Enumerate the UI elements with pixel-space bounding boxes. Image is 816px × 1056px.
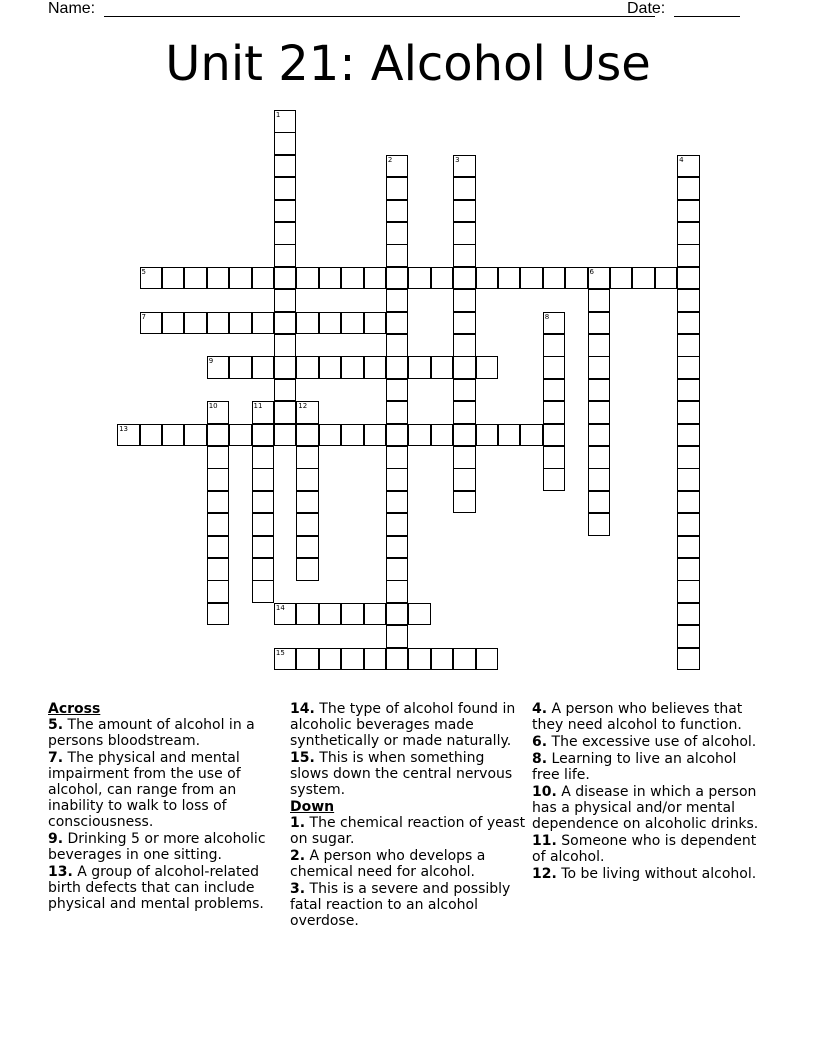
crossword-cell[interactable] [431, 356, 454, 379]
clues-column-3 [532, 701, 768, 883]
clue-text: Learning to live an alcohol free life. [532, 751, 737, 783]
crossword-cell[interactable] [207, 356, 230, 379]
crossword-cell[interactable] [229, 312, 252, 335]
crossword-cell[interactable] [296, 267, 319, 290]
cell-number: 7 [141, 312, 146, 321]
crossword-cell[interactable] [677, 424, 700, 447]
crossword-cell[interactable] [252, 468, 275, 491]
crossword-cell[interactable] [453, 177, 476, 200]
crossword-cell[interactable] [341, 648, 364, 671]
clue-across-14 [290, 701, 526, 749]
cell-number: 4 [679, 155, 684, 164]
crossword-cell[interactable] [252, 267, 275, 290]
clue-text: A person who develops a chemical need for alcohol. [290, 848, 486, 880]
crossword-cell[interactable] [677, 334, 700, 357]
crossword-cell[interactable] [364, 603, 387, 626]
cell-number: 6 [589, 267, 594, 276]
crossword-cell[interactable] [364, 424, 387, 447]
crossword-cell[interactable] [296, 648, 319, 671]
cell-number: 5 [141, 267, 146, 276]
crossword-cell[interactable] [319, 424, 342, 447]
cell-number: 3 [455, 155, 460, 164]
clue-across-15 [290, 750, 526, 798]
crossword-cell[interactable] [140, 424, 163, 447]
crossword-cell[interactable] [431, 648, 454, 671]
crossword-cell[interactable] [386, 491, 409, 514]
crossword-cell[interactable] [565, 267, 588, 290]
crossword-cell[interactable] [655, 267, 678, 290]
crossword-cell[interactable] [476, 267, 499, 290]
crossword-cell[interactable] [520, 424, 543, 447]
crossword-cell[interactable] [117, 424, 140, 447]
crossword-cell[interactable] [431, 267, 454, 290]
crossword-cell[interactable] [408, 267, 431, 290]
crossword-cell[interactable] [207, 267, 230, 290]
clue-down-11 [532, 833, 768, 865]
crossword-cell[interactable] [207, 491, 230, 514]
crossword-cell[interactable] [207, 513, 230, 536]
crossword-cell[interactable] [408, 648, 431, 671]
crossword-cell[interactable] [274, 401, 297, 424]
crossword-cell[interactable] [677, 155, 700, 178]
crossword-cell[interactable] [207, 468, 230, 491]
crossword-cell[interactable] [386, 401, 409, 424]
crossword-cell[interactable] [453, 312, 476, 335]
crossword-cell[interactable] [588, 312, 611, 335]
clue-number: 11. [532, 833, 557, 849]
crossword-cell[interactable] [543, 446, 566, 469]
crossword-cell[interactable] [296, 536, 319, 559]
crossword-cell[interactable] [431, 424, 454, 447]
clue-number: 12. [532, 866, 557, 882]
crossword-cell[interactable] [408, 424, 431, 447]
cell-number: 14 [275, 603, 285, 612]
crossword-cell[interactable] [677, 244, 700, 267]
crossword-cell[interactable] [632, 267, 655, 290]
clue-number: 7. [48, 750, 64, 766]
crossword-cell[interactable] [274, 424, 297, 447]
crossword-cell[interactable] [252, 513, 275, 536]
crossword-cell[interactable] [229, 424, 252, 447]
crossword-cell[interactable] [274, 244, 297, 267]
clue-number: 14. [290, 701, 315, 717]
crossword-cell[interactable] [274, 267, 297, 290]
crossword-cell[interactable] [386, 446, 409, 469]
crossword-cell[interactable] [274, 222, 297, 245]
crossword-cell[interactable] [296, 446, 319, 469]
crossword-cell[interactable] [677, 267, 700, 290]
crossword-cell[interactable] [364, 648, 387, 671]
crossword-cell[interactable] [677, 648, 700, 671]
crossword-cell[interactable] [677, 222, 700, 245]
clue-number: 1. [290, 815, 306, 831]
crossword-cell[interactable] [229, 356, 252, 379]
crossword-cell[interactable] [543, 312, 566, 335]
crossword-cell[interactable] [386, 580, 409, 603]
crossword-cell[interactable] [476, 424, 499, 447]
crossword-cell[interactable] [274, 603, 297, 626]
crossword-cell[interactable] [386, 536, 409, 559]
crossword-cell[interactable] [252, 401, 275, 424]
crossword-cell[interactable] [453, 491, 476, 514]
crossword-cell[interactable] [386, 200, 409, 223]
clue-down-12 [532, 866, 768, 882]
crossword-cell[interactable] [252, 424, 275, 447]
crossword-cell[interactable] [543, 334, 566, 357]
crossword-cell[interactable] [319, 312, 342, 335]
crossword-cell[interactable] [520, 267, 543, 290]
crossword-cell[interactable] [252, 491, 275, 514]
crossword-cell[interactable] [341, 267, 364, 290]
clue-down-3 [290, 881, 526, 929]
crossword-cell[interactable] [677, 625, 700, 648]
crossword-cell[interactable] [453, 468, 476, 491]
crossword-cell[interactable] [476, 356, 499, 379]
cell-number: 9 [208, 357, 214, 366]
crossword-cell[interactable] [588, 334, 611, 357]
crossword-cell[interactable] [386, 289, 409, 312]
crossword-cell[interactable] [319, 603, 342, 626]
crossword-cell[interactable] [386, 356, 409, 379]
clue-number: 6. [532, 734, 548, 750]
crossword-cell[interactable] [386, 267, 409, 290]
crossword-cell[interactable] [453, 244, 476, 267]
crossword-cell[interactable] [274, 200, 297, 223]
clue-text: A group of alcohol-related birth defects that can include physical and mental problems. [48, 864, 264, 912]
cell-number: 13 [119, 424, 129, 433]
crossword-cell[interactable] [677, 491, 700, 514]
crossword-cell[interactable] [543, 379, 566, 402]
crossword-cell[interactable] [677, 536, 700, 559]
crossword-cell[interactable] [140, 312, 163, 335]
crossword-cell[interactable] [677, 603, 700, 626]
crossword-cell[interactable] [364, 356, 387, 379]
crossword-cell[interactable] [319, 356, 342, 379]
crossword-cell[interactable] [184, 312, 207, 335]
crossword-cell[interactable] [341, 424, 364, 447]
crossword-cell[interactable] [386, 603, 409, 626]
crossword-cell[interactable] [588, 446, 611, 469]
clue-number: 3. [290, 881, 306, 897]
crossword-cell[interactable] [453, 289, 476, 312]
clue-text: The physical and mental impairment from the use of alcohol, can range from an inability to walk to loss of consciousness. [48, 750, 241, 830]
crossword-cell[interactable] [296, 513, 319, 536]
crossword-cell[interactable] [588, 424, 611, 447]
clue-across-13 [48, 864, 284, 912]
crossword-cell[interactable] [386, 558, 409, 581]
crossword-cell[interactable] [588, 401, 611, 424]
crossword-cell[interactable] [453, 424, 476, 447]
date-label: Date: [627, 0, 666, 17]
crossword-cell[interactable] [252, 558, 275, 581]
clue-number: 9. [48, 831, 64, 847]
clues-column-1 [48, 701, 284, 913]
crossword-cell[interactable] [252, 312, 275, 335]
crossword-cell[interactable] [386, 177, 409, 200]
clue-down-6 [532, 734, 768, 750]
name-label: Name: [48, 0, 96, 17]
crossword-cell[interactable] [341, 312, 364, 335]
crossword-cell[interactable] [252, 356, 275, 379]
clue-text: The type of alcohol found in alcoholic beverages made synthetically or made naturally. [290, 701, 516, 749]
crossword-cell[interactable] [162, 267, 185, 290]
crossword-cell[interactable] [184, 267, 207, 290]
clue-text: Drinking 5 or more alcoholic beverages in one sitting. [48, 831, 266, 863]
crossword-cell[interactable] [386, 334, 409, 357]
crossword-cell[interactable] [677, 200, 700, 223]
crossword-cell[interactable] [207, 603, 230, 626]
crossword-cell[interactable] [229, 267, 252, 290]
crossword-cell[interactable] [252, 536, 275, 559]
crossword-cell[interactable] [296, 491, 319, 514]
clue-text: This is a severe and possibly fatal reaction to an alcohol overdose. [290, 881, 511, 929]
crossword-cell[interactable] [252, 580, 275, 603]
crossword-cell[interactable] [386, 468, 409, 491]
clue-text: The excessive use of alcohol. [551, 734, 757, 750]
clue-text: The chemical reaction of yeast on sugar. [290, 815, 526, 847]
crossword-cell[interactable] [543, 468, 566, 491]
crossword-cell[interactable] [274, 132, 297, 155]
crossword-cell[interactable] [476, 648, 499, 671]
crossword-cell[interactable] [588, 379, 611, 402]
crossword-cell[interactable] [274, 356, 297, 379]
crossword-cell[interactable] [296, 312, 319, 335]
cell-number: 15 [275, 648, 285, 657]
clue-text: A disease in which a person has a physical and/or mental dependence on alcoholic drinks. [532, 784, 759, 832]
crossword-cell[interactable] [677, 401, 700, 424]
crossword-cell[interactable] [453, 155, 476, 178]
clue-across-9 [48, 831, 284, 863]
crossword-cell[interactable] [274, 334, 297, 357]
crossword-cell[interactable] [274, 312, 297, 335]
crossword-cell[interactable] [453, 222, 476, 245]
clue-text: This is when something slows down the central nervous system. [290, 750, 513, 798]
clue-text: Someone who is dependent of alcohol. [532, 833, 757, 865]
crossword-cell[interactable] [543, 401, 566, 424]
crossword-cell[interactable] [677, 558, 700, 581]
crossword-cell[interactable] [498, 267, 521, 290]
clue-down-8 [532, 751, 768, 783]
clue-down-4 [532, 701, 768, 733]
crossword-cell[interactable] [386, 625, 409, 648]
crossword-cell[interactable] [386, 155, 409, 178]
crossword-cell[interactable] [140, 267, 163, 290]
crossword-cell[interactable] [543, 267, 566, 290]
clue-down-10 [532, 784, 768, 832]
crossword-cell[interactable] [408, 603, 431, 626]
crossword-cell[interactable] [588, 267, 611, 290]
crossword-cell[interactable] [207, 424, 230, 447]
crossword-cell[interactable] [296, 603, 319, 626]
crossword-cell[interactable] [296, 468, 319, 491]
crossword-cell[interactable] [274, 289, 297, 312]
clue-text: A person who believes that they need alcohol to function. [532, 701, 743, 733]
crossword-cell[interactable] [543, 356, 566, 379]
crossword-cell[interactable] [207, 446, 230, 469]
clue-text: To be living without alcohol. [561, 866, 757, 882]
crossword-cell[interactable] [453, 379, 476, 402]
cell-number: 1 [275, 111, 281, 119]
crossword-cell[interactable] [274, 110, 297, 133]
clue-number: 4. [532, 701, 548, 717]
crossword-cell[interactable] [364, 267, 387, 290]
crossword-cell[interactable] [341, 603, 364, 626]
clue-number: 5. [48, 717, 64, 733]
cell-number: 11 [253, 402, 263, 411]
across-heading: Across [48, 701, 101, 717]
crossword-cell[interactable] [386, 513, 409, 536]
crossword-cell[interactable] [296, 401, 319, 424]
crossword-cell[interactable] [588, 491, 611, 514]
crossword-cell[interactable] [207, 401, 230, 424]
clue-down-2 [290, 848, 526, 880]
clue-number: 15. [290, 750, 315, 766]
crossword-cell[interactable] [677, 312, 700, 335]
crossword-cell[interactable] [207, 312, 230, 335]
crossword-cell[interactable] [453, 200, 476, 223]
crossword-cell[interactable] [677, 513, 700, 536]
crossword-cell[interactable] [453, 648, 476, 671]
clue-across-7 [48, 750, 284, 830]
crossword-cell[interactable] [296, 356, 319, 379]
crossword-cell[interactable] [207, 558, 230, 581]
crossword-cell[interactable] [677, 446, 700, 469]
crossword-cell[interactable] [274, 177, 297, 200]
crossword-cell[interactable] [453, 401, 476, 424]
clue-number: 8. [532, 751, 548, 767]
crossword-cell[interactable] [386, 424, 409, 447]
clue-number: 13. [48, 864, 73, 880]
crossword-cell[interactable] [677, 468, 700, 491]
crossword-cell[interactable] [453, 334, 476, 357]
clue-number: 2. [290, 848, 306, 864]
cell-number: 2 [387, 155, 393, 164]
crossword-cell[interactable] [386, 312, 409, 335]
clue-text: The amount of alcohol in a persons bloodstream. [48, 717, 255, 749]
clue-number: 10. [532, 784, 557, 800]
crossword-cell[interactable] [207, 536, 230, 559]
crossword-cell[interactable] [588, 356, 611, 379]
crossword-cell[interactable] [319, 267, 342, 290]
page-title: Unit 21: Alcohol Use [165, 36, 651, 92]
crossword-cell[interactable] [319, 648, 342, 671]
clues-column-2 [290, 701, 526, 930]
crossword-cell[interactable] [677, 356, 700, 379]
cell-number: 8 [544, 312, 550, 321]
crossword-cell[interactable] [364, 312, 387, 335]
crossword-cell[interactable] [341, 356, 364, 379]
crossword-cell[interactable] [162, 312, 185, 335]
crossword-cell[interactable] [498, 424, 521, 447]
crossword-cell[interactable] [677, 580, 700, 603]
crossword-cell[interactable] [677, 289, 700, 312]
crossword-cell[interactable] [162, 424, 185, 447]
crossword-cell[interactable] [184, 424, 207, 447]
crossword-cell[interactable] [677, 379, 700, 402]
crossword-cell[interactable] [274, 379, 297, 402]
crossword-cell[interactable] [453, 267, 476, 290]
crossword-cell[interactable] [386, 222, 409, 245]
crossword-cell[interactable] [252, 446, 275, 469]
crossword-cell[interactable] [296, 558, 319, 581]
crossword-cell[interactable] [207, 580, 230, 603]
crossword-cell[interactable] [610, 267, 633, 290]
crossword-cell[interactable] [386, 648, 409, 671]
crossword-cell[interactable] [274, 648, 297, 671]
clue-across-5 [48, 717, 284, 749]
crossword-cell[interactable] [677, 177, 700, 200]
crossword-cell[interactable] [274, 155, 297, 178]
crossword-cell[interactable] [588, 468, 611, 491]
crossword-cell[interactable] [588, 513, 611, 536]
clue-down-1 [290, 815, 526, 847]
crossword-cell[interactable] [588, 289, 611, 312]
cell-number: 12 [298, 402, 308, 411]
crossword-cell[interactable] [408, 356, 431, 379]
crossword-cell[interactable] [453, 356, 476, 379]
down-heading: Down [290, 799, 335, 815]
crossword-cell[interactable] [296, 424, 319, 447]
crossword-cell[interactable] [453, 446, 476, 469]
crossword-cell[interactable] [543, 424, 566, 447]
crossword-cell[interactable] [386, 244, 409, 267]
cell-number: 10 [208, 402, 218, 411]
crossword-cell[interactable] [386, 379, 409, 402]
